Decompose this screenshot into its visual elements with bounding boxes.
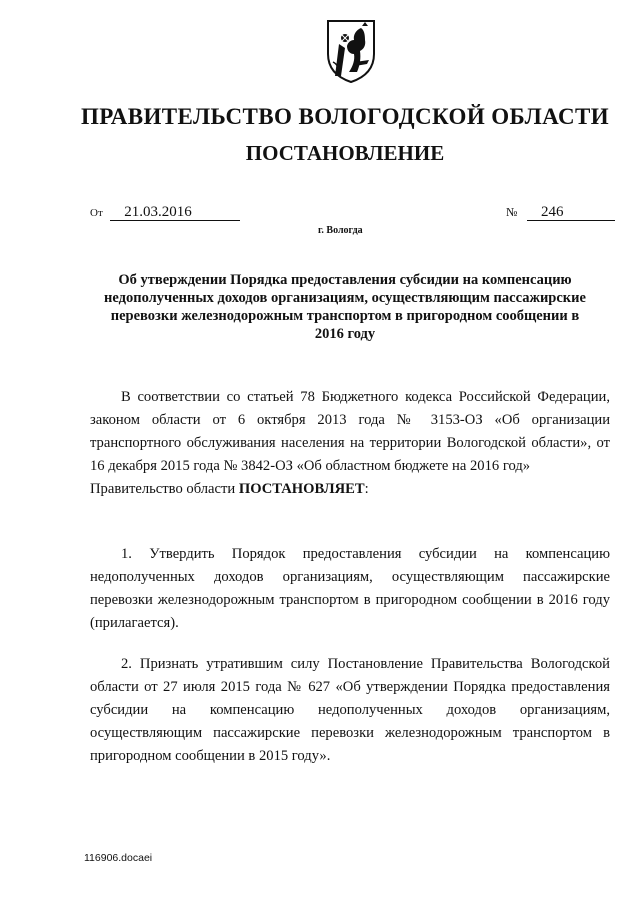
- city: г. Вологда: [318, 225, 363, 236]
- resolve-suffix: :: [364, 481, 369, 497]
- date-value: 21.03.2016: [110, 204, 240, 221]
- item-2: [90, 653, 610, 768]
- document-date: [90, 204, 240, 221]
- item-text: 1. Утвердить Порядок предоставления субсидии на компенсацию недополученных доходов организациям, осуществляющим пассажирские перевозки железнодорожным транспортом в пригородном сообщении в 2016 году (прилагается).: [90, 546, 610, 631]
- document-number: [506, 204, 615, 221]
- date-label: От: [90, 207, 103, 219]
- document-type: ПОСТАНОВЛЕНИЕ: [245, 141, 445, 165]
- number-label: №: [506, 205, 518, 219]
- resolve-prefix: Правительство области: [90, 481, 239, 497]
- item-1: [90, 543, 610, 635]
- vologda-coat-of-arms-icon: [325, 18, 377, 84]
- item-text: 2. Признать утратившим силу Постановление Правительства Вологодской области от 27 июля 2015 года № 627 «Об утверждении Порядка предоставления субсидии на компенсацию недополученных доходов организациям, осуществляющим пассажирские перевозки железнодорожным транспортом в пригородном сообщении в 2015 году».: [90, 656, 610, 764]
- preamble-text: В соответствии со статьей 78 Бюджетного кодекса Российской Федерации, законом области от 6 октября 2013 года № 3153-ОЗ «Об организации транспортного обслуживания населения на территории Вологодской области», от 16 декабря 2015 года № 3842-ОЗ «Об областном бюджете на 2016 год»: [90, 389, 610, 474]
- number-value: 246: [527, 204, 615, 221]
- resolve-word: ПОСТАНОВЛЯЕТ: [238, 481, 365, 497]
- preamble: [90, 386, 610, 501]
- file-reference: 116906.docaei: [84, 852, 153, 864]
- resolve-line: [90, 478, 610, 501]
- government-title: ПРАВИТЕЛЬСТВО ВОЛОГОДСКОЙ ОБЛАСТИ: [80, 104, 610, 129]
- document-subject: Об утверждении Порядка предоставления субсидии на компенсацию недополученных доходов организациям, осуществляющим пассажирские перевозки железнодорожным транспортом в пригородном сообщении в 2016 году: [104, 272, 586, 342]
